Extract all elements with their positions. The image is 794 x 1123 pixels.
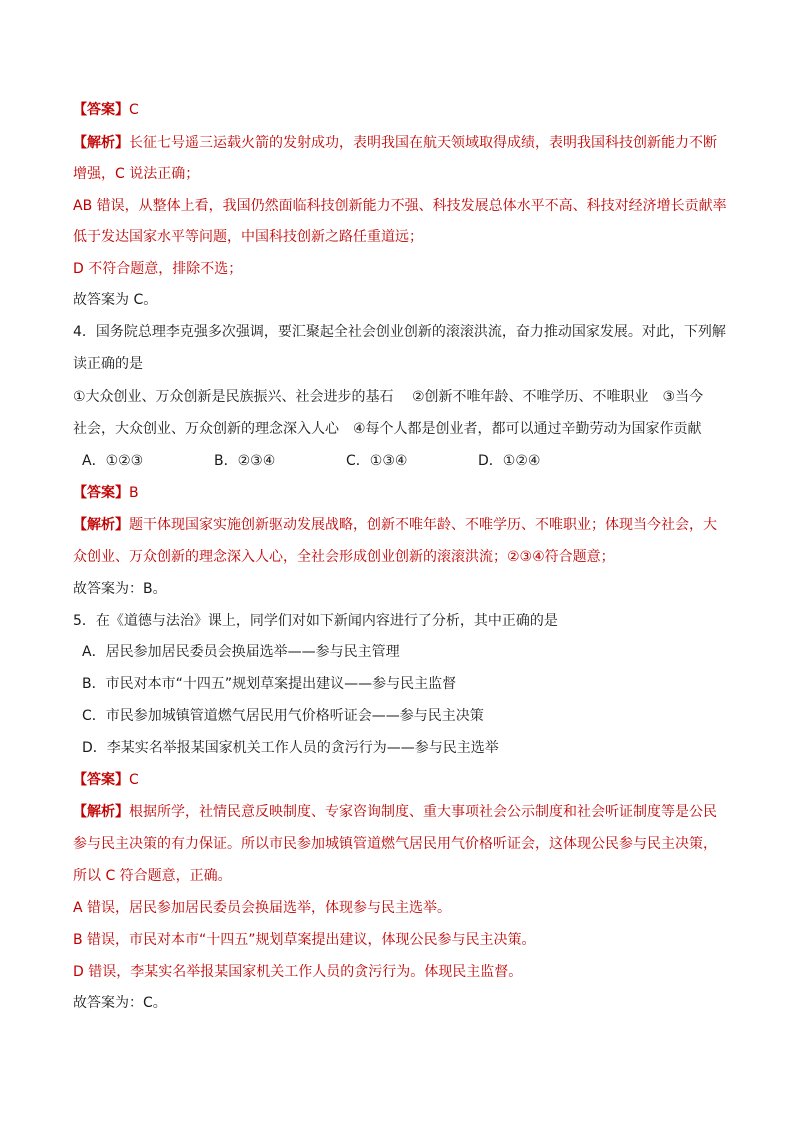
analysis-text: 题干体现国家实施创新驱动发展战略，创新不唯年龄、不唯学历、不唯职业；体现当今社会，大 — [129, 517, 717, 533]
q5-analysis-line: B 错误，市民对本市“十四五”规划草案提出建议，体现公民参与民主决策。 — [73, 932, 536, 948]
prev-analysis-line: 低于发达国家水平等问题，中国科技创新之路任重道远； — [73, 229, 423, 245]
q5-option-a: A．居民参加居民委员会换届选举——参与民主管理 — [82, 644, 400, 660]
prev-conclusion: 故答案为 C。 — [73, 292, 158, 308]
q5-option-c: C．市民参加城镇管道燃气居民用气价格听证会——参与民主决策 — [82, 708, 484, 724]
q4-statement-line: 社会，大众创业、万众创新的理念深入人心 ④每个人都是创业者，都可以通过辛勤劳动为国家作贡献 — [73, 421, 702, 437]
q4-option-a: A．①②③ — [82, 453, 144, 469]
q5-analysis-line: D 错误，李某实名举报某国家机关工作人员的贪污行为。体现民主监督。 — [73, 964, 523, 980]
prev-analysis-line: AB 错误，从整体上看，我国仍然面临科技创新能力不强、科技发展总体水平不高、科技对经济增长贡献率 — [73, 198, 727, 214]
answer-tag: 【答案】 — [73, 102, 129, 118]
prev-analysis-line: 增强，C 说法正确； — [73, 166, 200, 182]
q5-analysis-line: 参与民主决策的有力保证。所以市民参加城镇管道燃气居民用气价格听证会，这体现公民参与民主决策， — [73, 836, 717, 852]
q5-analysis-line: 所以 C 符合题意，正确。 — [73, 868, 232, 884]
answer-tag: 【答案】 — [73, 772, 129, 788]
analysis-tag: 【解析】 — [73, 804, 129, 820]
analysis-text: 长征七号遥三运载火箭的发射成功，表明我国在航天领域取得成绩，表明我国科技创新能力不断 — [129, 135, 717, 151]
q5-option-b: B．市民对本市“十四五”规划草案提出建议——参与民主监督 — [82, 676, 457, 692]
prev-analysis-line: D 不符合题意，排除不选； — [73, 261, 243, 277]
q4-statement-line: ①大众创业、万众创新是民族振兴、社会进步的基石 ②创新不唯年龄、不唯学历、不唯职业 ③当今 — [73, 389, 704, 405]
q4-stem-line: 4．国务院总理李克强多次强调，要汇聚起全社会创业创新的滚滚洪流，奋力推动国家发展。对此，下列解 — [73, 324, 726, 340]
q5-analysis-line: A 错误，居民参加居民委员会换届选举，体现参与民主选举。 — [73, 900, 452, 916]
q4-stem-line: 读正确的是 — [73, 356, 143, 372]
q5-option-d: D．李某实名举报某国家机关工作人员的贪污行为——参与民主选举 — [82, 740, 499, 756]
answer-value: C — [129, 102, 139, 118]
q4-option-b: B．②③④ — [214, 453, 276, 469]
prev-analysis-line — [73, 133, 733, 153]
q4-conclusion: 故答案为：B。 — [73, 581, 167, 597]
q4-options-row — [82, 451, 742, 471]
q4-option-d: D．①②④ — [478, 453, 541, 469]
q4-option-c: C．①③④ — [346, 453, 408, 469]
analysis-tag: 【解析】 — [73, 135, 129, 151]
q5-analysis-line — [73, 802, 733, 822]
analysis-tag: 【解析】 — [73, 517, 129, 533]
answer-tag: 【答案】 — [73, 485, 129, 501]
analysis-text: 根据所学，社情民意反映制度、专家咨询制度、重大事项社会公示制度和社会听证制度等是公民 — [129, 804, 717, 820]
prev-answer-line — [73, 100, 733, 120]
q4-analysis-line: 众创业、万众创新的理念深入人心，全社会形成创业创新的滚滚洪流；②③④符合题意； — [73, 549, 615, 565]
q5-conclusion: 故答案为：C。 — [73, 995, 167, 1011]
q4-analysis-line — [73, 515, 733, 535]
answer-value: B — [129, 485, 139, 501]
q5-stem: 5．在《道德与法治》课上，同学们对如下新闻内容进行了分析，其中正确的是 — [73, 613, 558, 629]
answer-value: C — [129, 772, 139, 788]
q4-answer-line — [73, 483, 733, 503]
q5-answer-line — [73, 770, 733, 790]
